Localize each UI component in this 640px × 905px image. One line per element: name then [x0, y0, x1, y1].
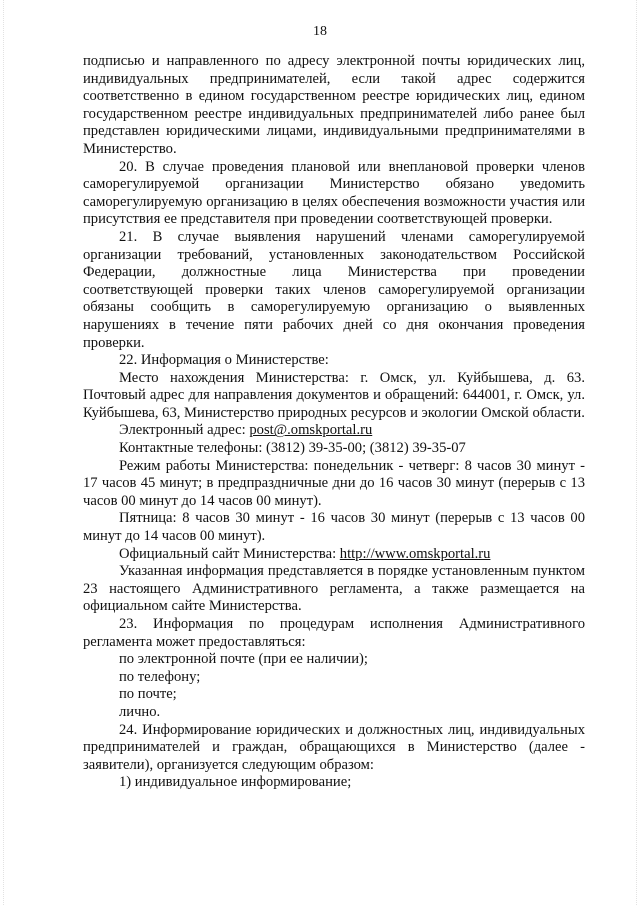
paragraph-location: Место нахождения Министерства: г. Омск, ул. Куйбышева, д. 63. Почтовый адрес для направления документов и обращений: 644001, г. Омск, ул. Куйбышева, 63, Министерство природных ресурсов и экологии Омской области. [83, 369, 585, 421]
email-label: Электронный адрес: [119, 422, 250, 439]
paragraph-email [83, 422, 585, 440]
page-number: 18 [313, 24, 327, 39]
email-link[interactable]: post@.omskportal.ru [249, 422, 373, 439]
right-margin-rule [636, 0, 637, 905]
paragraph-24-item-1: 1) индивидуальное информирование; [119, 774, 352, 791]
list-item-phone: по телефону; [119, 668, 201, 685]
list-item-personal: лично. [119, 703, 161, 720]
paragraph-24: 24. Информирование юридических и должностных лиц, индивидуальных предпринимателей и граждан, обращающихся в Министерство (далее - заявители), организуется следующим образом: [83, 721, 585, 773]
list-item-post: по почте; [119, 686, 177, 703]
site-link[interactable]: http://www.omskportal.ru [339, 545, 491, 562]
paragraph-schedule-weekdays: Режим работы Министерства: понедельник - четверг: 8 часов 30 минут - 17 часов 45 минут; в предпраздничные дни до 16 часов 30 минут (перерыв с 13 часов 00 минут до 14 часов 00 минут). [83, 457, 585, 509]
paragraph-23: 23. Информация по процедурам исполнения Административного регламента может предоставляться: [83, 616, 585, 650]
paragraph-21: 21. В случае выявления нарушений членами саморегулируемой организации требований, установленных законодательством Российской Федерации, должностные лица Министерства при проведении соответствующей проверки таких членов саморегулируемой организации обязаны сообщить в саморегулируемую организацию о выявленных нарушениях в течение пяти рабочих дней со дня окончания проведения проверки. [83, 228, 585, 351]
document-body [83, 53, 585, 792]
list-item-email: по электронной почте (при ее наличии); [119, 651, 368, 668]
paragraph-info-note: Указанная информация представляется в порядке установленным пунктом 23 настоящего Административного регламента, а также размещается на официальном сайте Министерства. [83, 563, 585, 615]
site-label: Официальный сайт Министерства: [119, 545, 340, 562]
paragraph-schedule-friday: Пятница: 8 часов 30 минут - 16 часов 30 минут (перерыв с 13 часов 00 минут до 14 часов 00 минут). [83, 510, 585, 545]
left-margin-rule [3, 0, 4, 905]
paragraph-continuation: подписью и направленного по адресу электронной почты юридических лиц, индивидуальных предпринимателей, если такой адрес содержится соответственно в едином государственном реестре юридических лиц, едином государственном реестре индивидуальных предпринимателей либо ранее был представлен юридическими лицами, индивидуальными предпринимателями в Министерство. [83, 53, 585, 157]
paragraph-site [83, 546, 585, 564]
paragraph-22-heading: 22. Информация о Министерстве: [119, 352, 329, 369]
paragraph-20: 20. В случае проведения плановой или внеплановой проверки членов саморегулируемой организации Министерство обязано уведомить саморегулируемую организацию в целях обеспечения возможности участия или присутствия ее представителя при проведении соответствующей проверки. [83, 158, 585, 228]
paragraph-phones: Контактные телефоны: (3812) 39-35-00; (3812) 39-35-07 [119, 440, 466, 457]
